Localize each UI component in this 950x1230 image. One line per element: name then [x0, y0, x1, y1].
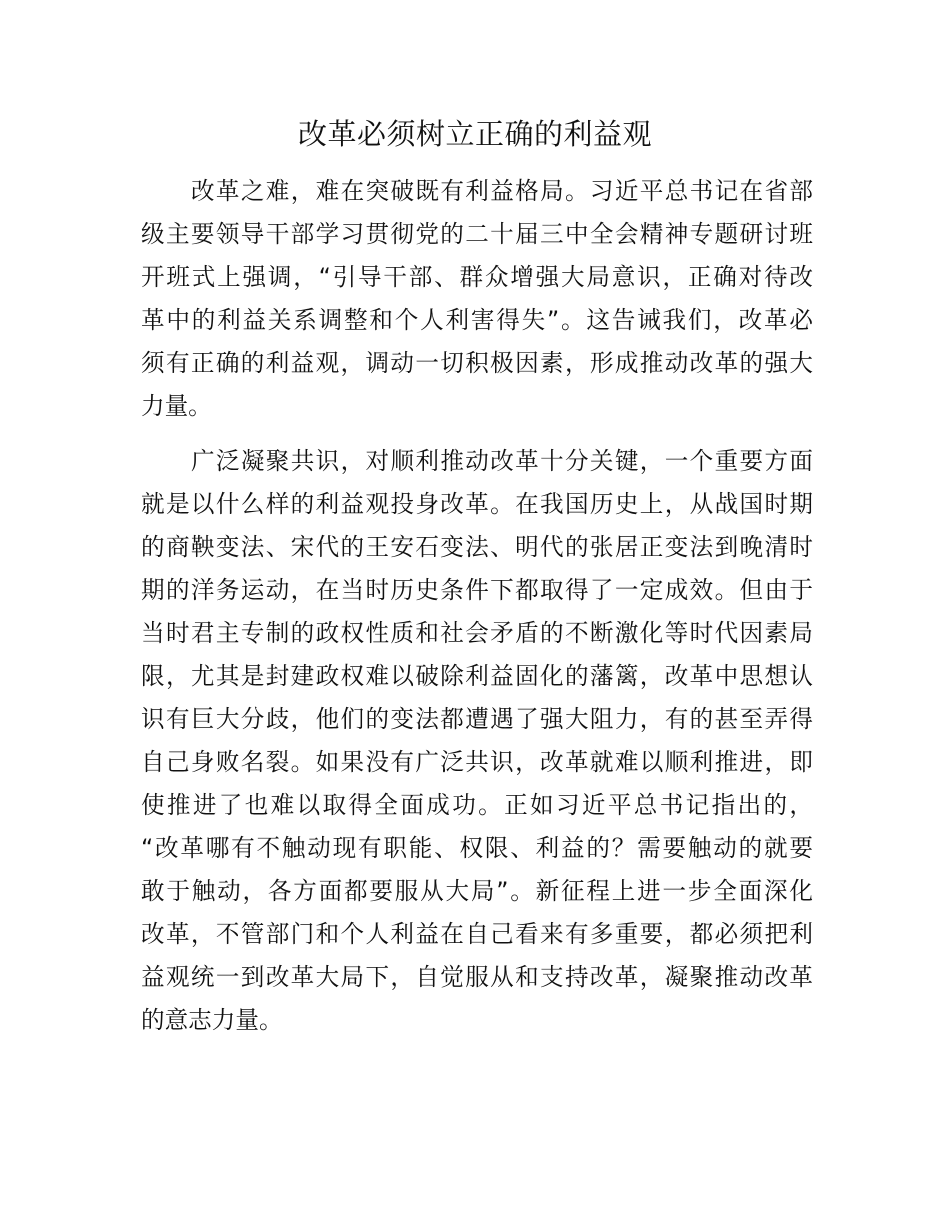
paragraph-line: 当时君主专制的政权性质和社会矛盾的不断激化等时代因素局 [141, 619, 813, 647]
paragraph-line: 改革，不管部门和个人利益在自己看来有多重要，都必须把利 [141, 920, 813, 948]
paragraph-line: 识有巨大分歧，他们的变法都遭遇了强大阻力，有的甚至弄得 [141, 705, 813, 733]
paragraph-line: 广泛凝聚共识，对顺利推动改革十分关键，一个重要方面 [191, 447, 813, 475]
paragraph-line: 改革之难，难在突破既有利益格局。习近平总书记在省部 [191, 177, 813, 205]
paragraph-line: 敢于触动，各方面都要服从大局”。新征程上进一步全面深化 [141, 877, 813, 905]
paragraph-line: “改革哪有不触动现有职能、权限、利益的？需要触动的就要 [141, 834, 813, 862]
paragraph-line: 革中的利益关系调整和个人利害得失”。这告诫我们，改革必 [141, 306, 813, 334]
document-title: 改革必须树立正确的利益观 [297, 117, 652, 151]
paragraph-line: 级主要领导干部学习贯彻党的二十届三中全会精神专题研讨班 [141, 220, 813, 248]
paragraph-line: 期的洋务运动，在当时历史条件下都取得了一定成效。但由于 [141, 576, 813, 604]
paragraph-line: 开班式上强调，“引导干部、群众增强大局意识，正确对待改 [141, 263, 813, 291]
paragraph-line: 限，尤其是封建政权难以破除利益固化的藩篱，改革中思想认 [141, 662, 813, 690]
paragraph-line: 益观统一到改革大局下，自觉服从和支持改革，凝聚推动改革 [141, 963, 813, 991]
paragraph-2 [141, 440, 813, 1042]
paragraph-line: 的意志力量。 [141, 1006, 283, 1034]
paragraph-line: 的商鞅变法、宋代的王安石变法、明代的张居正变法到晚清时 [141, 533, 813, 561]
paragraph-line: 力量。 [141, 392, 212, 420]
paragraph-line: 就是以什么样的利益观投身改革。在我国历史上，从战国时期 [141, 490, 813, 518]
paragraph-line: 自己身败名裂。如果没有广泛共识，改革就难以顺利推进，即 [141, 748, 813, 776]
paragraph-line: 使推进了也难以取得全面成功。正如习近平总书记指出的， [141, 791, 813, 819]
paragraph-line: 须有正确的利益观，调动一切积极因素，形成推动改革的强大 [141, 349, 813, 377]
paragraph-1 [141, 170, 813, 428]
